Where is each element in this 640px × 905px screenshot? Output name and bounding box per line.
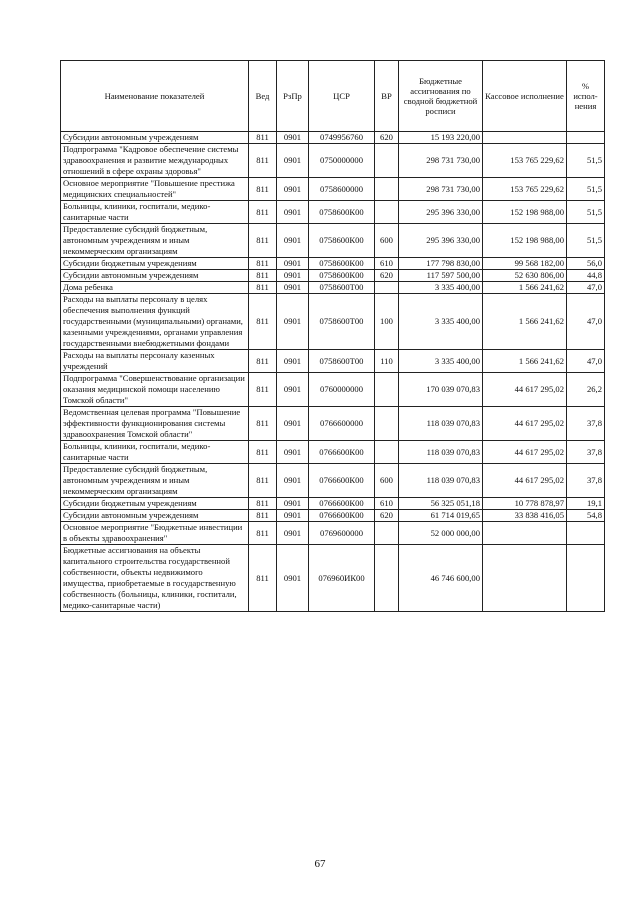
table-row [61,373,605,407]
cell-budget: 295 396 330,00 [399,201,483,224]
cell-vr [375,373,399,407]
page-number: 67 [314,858,326,870]
cell-name: Расходы на выплаты персоналу в целях обеспечения выполнения функций государственными (муниципальными) органами, казенными учреждениями, органами управления государственными внебюджетными фондами [61,294,249,350]
cell-budget: 61 714 019,65 [399,510,483,522]
cell-rzpr: 0901 [277,270,309,282]
cell-ved: 811 [249,350,277,373]
cell-ved: 811 [249,224,277,258]
cell-vr: 620 [375,270,399,282]
cell-cash: 152 198 988,00 [483,224,567,258]
cell-pct: 37,8 [567,407,605,441]
table-header-row [61,61,605,132]
cell-cash [483,545,567,612]
cell-vr [375,282,399,294]
cell-csr: 0749956760 [309,132,375,144]
cell-rzpr: 0901 [277,201,309,224]
cell-pct: 51,5 [567,201,605,224]
cell-rzpr: 0901 [277,144,309,178]
cell-csr: 0758600К00 [309,224,375,258]
cell-csr: 0750000000 [309,144,375,178]
cell-pct: 54,8 [567,510,605,522]
cell-csr: 0766600К00 [309,498,375,510]
cell-pct: 51,5 [567,178,605,201]
header-name: Наименование показателей [61,61,249,132]
table-row [61,350,605,373]
cell-budget: 3 335 400,00 [399,282,483,294]
cell-pct: 19,1 [567,498,605,510]
cell-ved: 811 [249,510,277,522]
cell-rzpr: 0901 [277,464,309,498]
cell-vr: 620 [375,510,399,522]
cell-ved: 811 [249,545,277,612]
header-cash: Кассовое исполнение [483,61,567,132]
cell-vr: 620 [375,132,399,144]
cell-pct: 51,5 [567,224,605,258]
cell-csr: 0758600Т00 [309,350,375,373]
header-pct: % испол-нения [567,61,605,132]
cell-rzpr: 0901 [277,350,309,373]
cell-cash: 44 617 295,02 [483,373,567,407]
cell-vr [375,178,399,201]
table-row [61,224,605,258]
cell-name: Бюджетные ассигнования на объекты капитального строительства государственной собственности, объекты недвижимого имущества, приобретаемые в государственную собственность (больницы, клиники, госпитали, медико-санитарные части) [61,545,249,612]
cell-budget: 118 039 070,83 [399,464,483,498]
table-row [61,522,605,545]
table-row [61,510,605,522]
cell-cash: 44 617 295,02 [483,464,567,498]
cell-rzpr: 0901 [277,258,309,270]
cell-csr: 0766600000 [309,407,375,441]
cell-vr [375,441,399,464]
cell-cash: 1 566 241,62 [483,350,567,373]
budget-table [60,60,605,612]
cell-rzpr: 0901 [277,373,309,407]
cell-csr: 0758600000 [309,178,375,201]
table-row [61,294,605,350]
table-row [61,464,605,498]
cell-budget: 3 335 400,00 [399,350,483,373]
cell-cash: 52 630 806,00 [483,270,567,282]
cell-name: Больницы, клиники, госпитали, медико-санитарные части [61,441,249,464]
cell-vr [375,407,399,441]
table-row [61,144,605,178]
cell-name: Основное мероприятие "Повышение престижа медицинских специальностей" [61,178,249,201]
cell-budget: 56 325 051,18 [399,498,483,510]
header-csr: ЦСР [309,61,375,132]
cell-vr: 600 [375,464,399,498]
cell-csr: 0766600К00 [309,441,375,464]
cell-csr: 0758600К00 [309,270,375,282]
header-ved: Вед [249,61,277,132]
table-row [61,201,605,224]
cell-ved: 811 [249,441,277,464]
cell-vr: 110 [375,350,399,373]
cell-budget: 117 597 500,00 [399,270,483,282]
cell-ved: 811 [249,132,277,144]
cell-ved: 811 [249,407,277,441]
cell-rzpr: 0901 [277,510,309,522]
cell-csr: 0758600Т00 [309,282,375,294]
cell-budget: 177 798 830,00 [399,258,483,270]
cell-name: Подпрограмма "Кадровое обеспечение системы здравоохранения и развитие международных отношений в сфере охраны здоровья" [61,144,249,178]
cell-cash: 153 765 229,62 [483,178,567,201]
cell-cash [483,522,567,545]
cell-name: Дома ребенка [61,282,249,294]
cell-pct: 47,0 [567,294,605,350]
cell-csr: 0758600К00 [309,201,375,224]
table-row [61,270,605,282]
cell-name: Субсидии автономным учреждениям [61,270,249,282]
table-row [61,407,605,441]
cell-rzpr: 0901 [277,545,309,612]
cell-cash: 99 568 182,00 [483,258,567,270]
cell-rzpr: 0901 [277,407,309,441]
cell-name: Ведомственная целевая программа "Повышение эффективности функционирования системы здравоохранения Томской области" [61,407,249,441]
table-row [61,282,605,294]
cell-cash: 44 617 295,02 [483,407,567,441]
cell-cash [483,132,567,144]
cell-budget: 15 193 220,00 [399,132,483,144]
cell-pct: 51,5 [567,144,605,178]
cell-ved: 811 [249,270,277,282]
cell-pct: 26,2 [567,373,605,407]
cell-csr: 0766600К00 [309,464,375,498]
cell-name: Предоставление субсидий бюджетным, автономным учреждениям и иным некоммерческим организациям [61,224,249,258]
cell-csr: 076960ИК00 [309,545,375,612]
cell-budget: 295 396 330,00 [399,224,483,258]
cell-name: Подпрограмма "Совершенствование организации оказания медицинской помощи населению Томской области" [61,373,249,407]
cell-cash: 153 765 229,62 [483,144,567,178]
cell-vr [375,201,399,224]
cell-ved: 811 [249,178,277,201]
cell-csr: 0760000000 [309,373,375,407]
cell-pct: 47,0 [567,350,605,373]
table-row [61,441,605,464]
cell-rzpr: 0901 [277,498,309,510]
cell-pct: 44,8 [567,270,605,282]
cell-cash: 44 617 295,02 [483,441,567,464]
cell-cash: 1 566 241,62 [483,282,567,294]
cell-rzpr: 0901 [277,282,309,294]
cell-csr: 0758600Т00 [309,294,375,350]
cell-vr [375,144,399,178]
cell-name: Субсидии бюджетным учреждениям [61,258,249,270]
cell-ved: 811 [249,282,277,294]
cell-ved: 811 [249,522,277,545]
cell-name: Субсидии автономным учреждениям [61,510,249,522]
cell-rzpr: 0901 [277,441,309,464]
cell-budget: 118 039 070,83 [399,407,483,441]
cell-budget: 170 039 070,83 [399,373,483,407]
cell-vr [375,545,399,612]
cell-cash: 1 566 241,62 [483,294,567,350]
cell-budget: 52 000 000,00 [399,522,483,545]
cell-ved: 811 [249,498,277,510]
cell-budget: 298 731 730,00 [399,178,483,201]
cell-rzpr: 0901 [277,178,309,201]
cell-cash: 10 778 878,97 [483,498,567,510]
cell-ved: 811 [249,373,277,407]
cell-name: Субсидии бюджетным учреждениям [61,498,249,510]
cell-vr: 610 [375,258,399,270]
header-budget: Бюджетные ассигнования по сводной бюджетной росписи [399,61,483,132]
cell-cash: 152 198 988,00 [483,201,567,224]
cell-pct: 56,0 [567,258,605,270]
cell-vr: 100 [375,294,399,350]
cell-rzpr: 0901 [277,224,309,258]
cell-budget: 118 039 070,83 [399,441,483,464]
cell-rzpr: 0901 [277,294,309,350]
table-body [61,132,605,612]
cell-pct: 47,0 [567,282,605,294]
header-rzpr: РзПр [277,61,309,132]
table-row [61,545,605,612]
header-vr: ВР [375,61,399,132]
cell-rzpr: 0901 [277,522,309,545]
cell-name: Предоставление субсидий бюджетным, автономным учреждениям и иным некоммерческим организациям [61,464,249,498]
cell-budget: 298 731 730,00 [399,144,483,178]
cell-budget: 46 746 600,00 [399,545,483,612]
cell-ved: 811 [249,201,277,224]
table-row [61,498,605,510]
cell-pct [567,132,605,144]
table-row [61,132,605,144]
cell-name: Расходы на выплаты персоналу казенных учреждений [61,350,249,373]
cell-name: Субсидии автономным учреждениям [61,132,249,144]
cell-rzpr: 0901 [277,132,309,144]
cell-name: Основное мероприятие "Бюджетные инвестиции в объекты здравоохранения" [61,522,249,545]
cell-pct: 37,8 [567,441,605,464]
cell-budget: 3 335 400,00 [399,294,483,350]
cell-vr: 610 [375,498,399,510]
cell-vr [375,522,399,545]
cell-ved: 811 [249,464,277,498]
cell-name: Больницы, клиники, госпитали, медико-санитарные части [61,201,249,224]
cell-ved: 811 [249,144,277,178]
cell-ved: 811 [249,294,277,350]
cell-pct [567,545,605,612]
table-row [61,258,605,270]
cell-pct [567,522,605,545]
cell-cash: 33 838 416,05 [483,510,567,522]
cell-pct: 37,8 [567,464,605,498]
cell-csr: 0758600К00 [309,258,375,270]
cell-csr: 0769600000 [309,522,375,545]
cell-ved: 811 [249,258,277,270]
cell-csr: 0766600К00 [309,510,375,522]
table-row [61,178,605,201]
cell-vr: 600 [375,224,399,258]
